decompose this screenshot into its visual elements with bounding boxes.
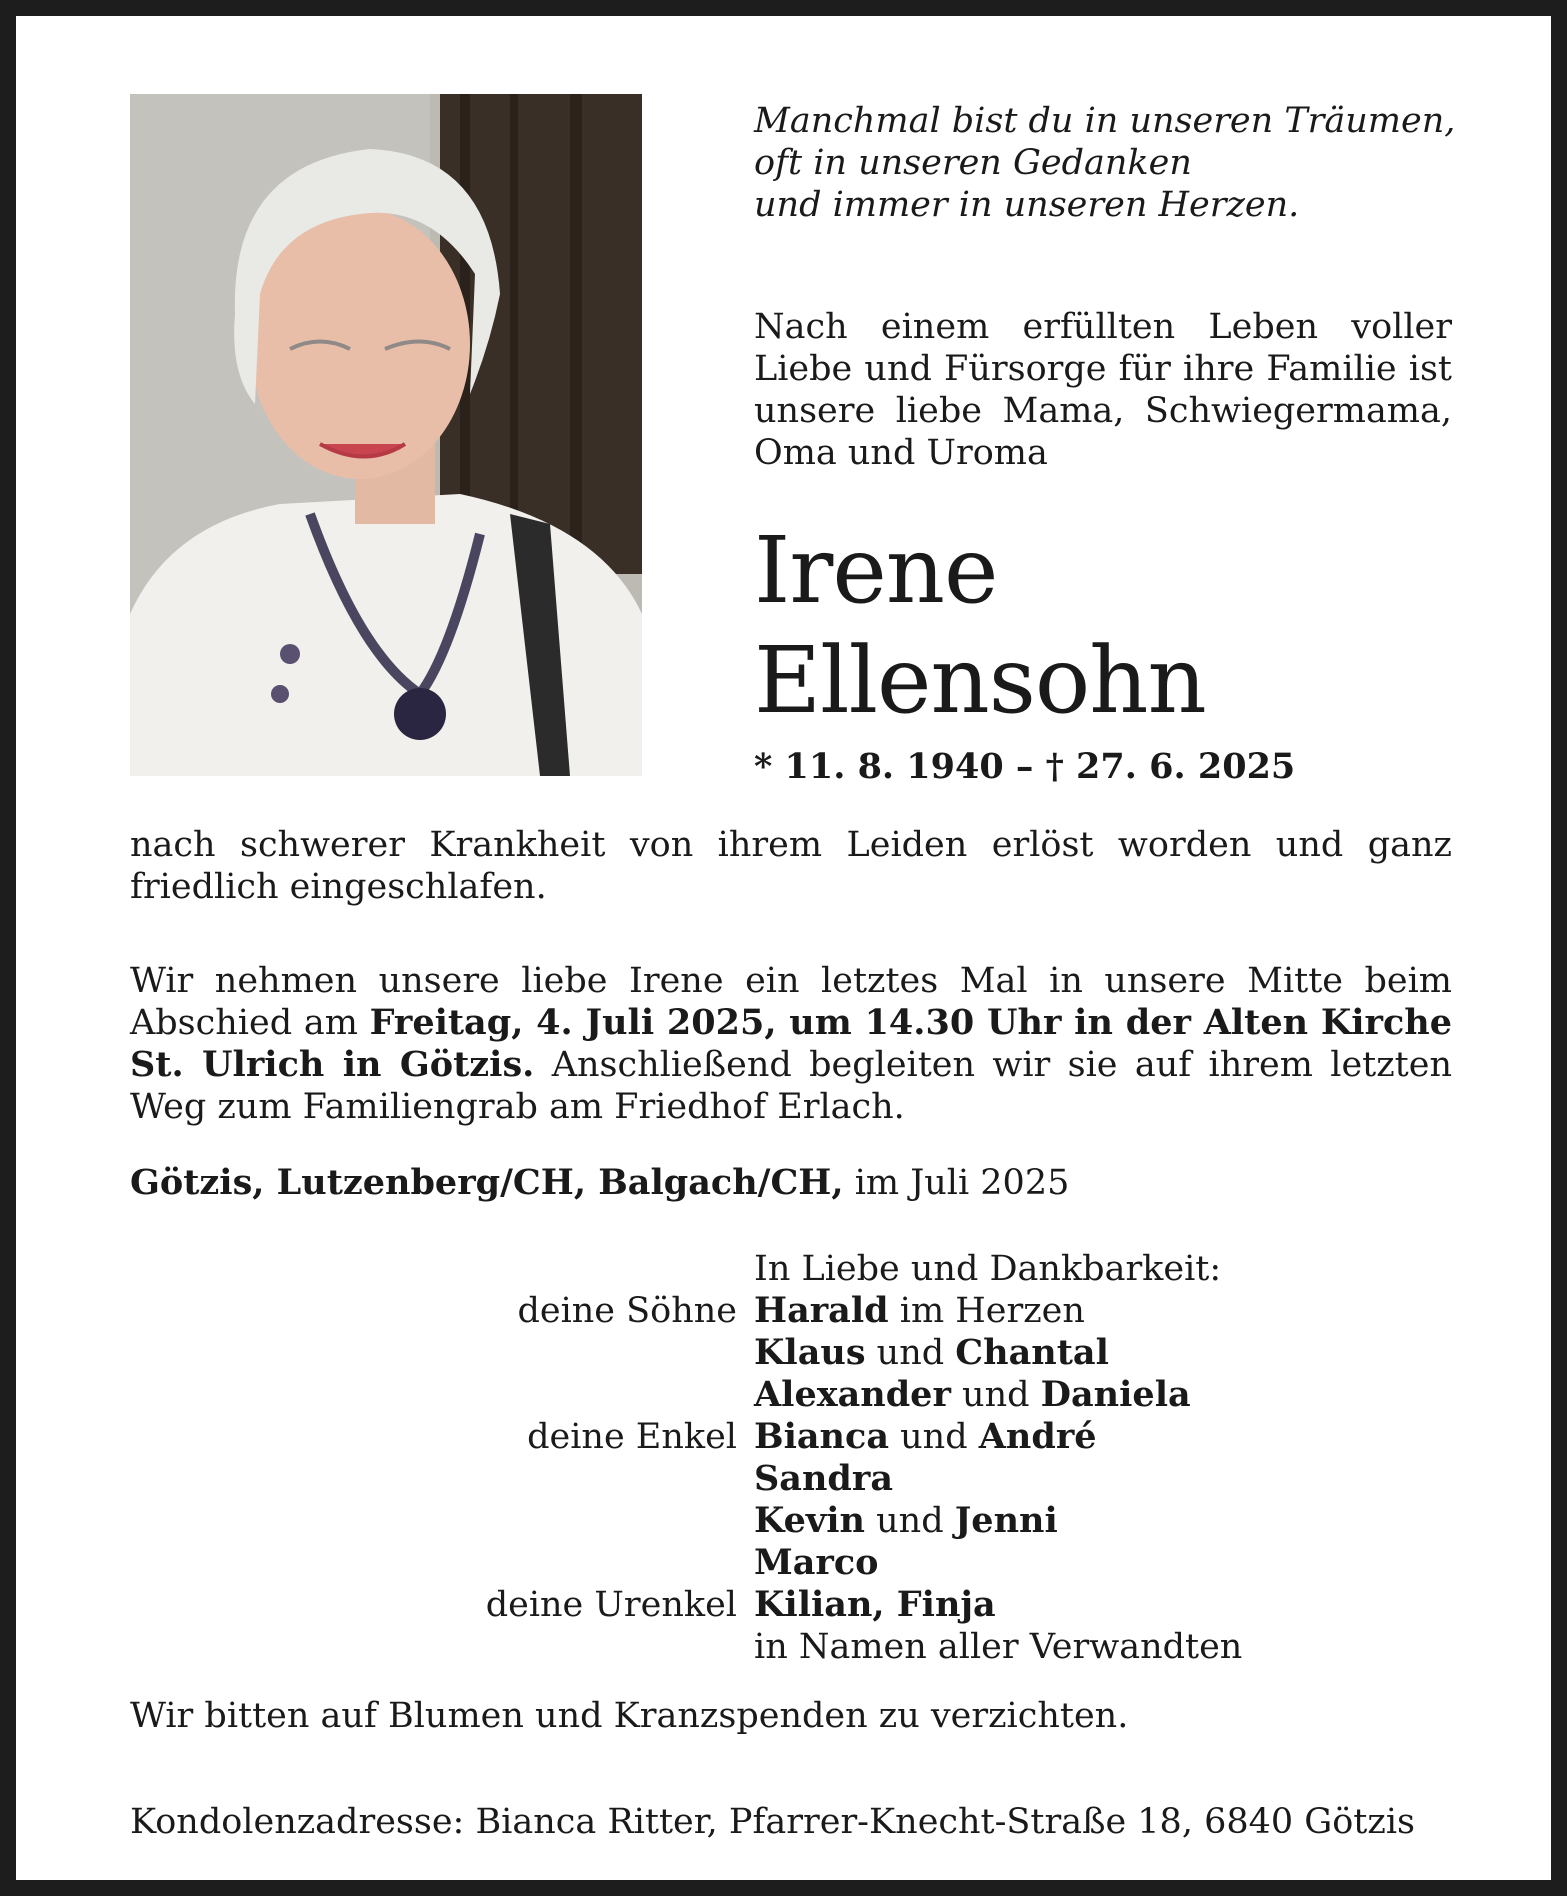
great-grandchildren-label: deine Urenkel <box>485 1585 737 1625</box>
mourner-entry: Kilian, Finja <box>754 1584 996 1625</box>
obituary-notice <box>16 16 1551 1880</box>
flowers-request: Wir bitten auf Blumen und Kranzspenden zu verzichten. <box>130 1696 1129 1736</box>
mourner-entry: Harald im Herzen <box>754 1290 1085 1331</box>
quote-line: Manchmal bist du in unseren Träumen, <box>754 101 1456 141</box>
sons-label: deine Söhne <box>517 1291 737 1331</box>
memorial-quote <box>754 100 1474 226</box>
first-name: Irene <box>754 517 998 624</box>
quote-line: und immer in unseren Herzen. <box>754 185 1300 225</box>
death-paragraph: nach schwerer Krankheit von ihrem Leiden erlöst worden und ganz friedlich eingeschlafen. <box>130 825 1452 907</box>
funeral-text-before: Wir nehmen unsere liebe Irene ein letztes Mal in unsere Mitte beim Abschied am <box>130 961 1452 1043</box>
last-name: Ellensohn <box>754 627 1206 734</box>
mourner-entry: Sandra <box>754 1458 893 1499</box>
deceased-name <box>754 516 1206 736</box>
funeral-paragraph <box>130 960 1452 1128</box>
portrait-photo <box>130 94 642 776</box>
mourner-entry: Marco <box>754 1542 879 1583</box>
life-dates: * 11. 8. 1940 – † 27. 6. 2025 <box>754 746 1296 787</box>
condolence-address: Kondolenzadresse: Bianca Ritter, Pfarrer-Knecht-Straße 18, 6840 Götzis <box>130 1802 1415 1842</box>
mourner-entry: Klaus und Chantal <box>754 1332 1109 1373</box>
funeral-text-after: Anschließend begleiten wir sie auf ihrem letzten Weg zum Familiengrab am Friedhof Erlach. <box>130 1045 1452 1127</box>
signature-closing: in Namen aller Verwandten <box>754 1627 1243 1667</box>
place-locations: Götzis, Lutzenberg/CH, Balgach/CH, <box>130 1162 844 1203</box>
funeral-date-location: Freitag, 4. Juli 2025, um 14.30 Uhr in der Alten Kirche St. Ulrich in Götzis. <box>130 1002 1453 1085</box>
mourner-entry: Bianca und André <box>754 1416 1097 1457</box>
signature-heading: In Liebe und Dankbarkeit: <box>754 1249 1222 1289</box>
intro-text: Nach einem erfüllten Leben voller Liebe und Fürsorge für ihre Familie ist unsere liebe Mama, Schwiegermama, Oma und Uroma <box>754 307 1452 473</box>
mourner-entry: Kevin und Jenni <box>754 1500 1058 1541</box>
grandchildren-label: deine Enkel <box>527 1417 737 1457</box>
place-month: im Juli 2025 <box>843 1163 1070 1203</box>
mourners-list <box>16 1248 1551 1668</box>
mourner-entry: Alexander und Daniela <box>754 1374 1191 1415</box>
place-date <box>130 1162 1069 1204</box>
quote-line: oft in unseren Gedanken <box>754 143 1192 183</box>
